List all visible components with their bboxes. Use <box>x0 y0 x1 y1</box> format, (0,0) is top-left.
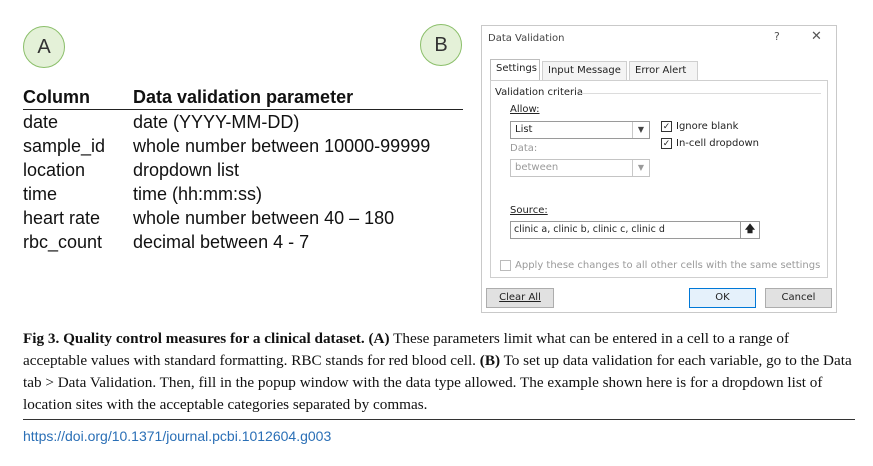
table-header <box>23 86 463 110</box>
cell-parameter: decimal between 4 - 7 <box>133 232 310 252</box>
cell-column: sample_id <box>23 136 106 156</box>
range-picker-icon[interactable]: 🡅 <box>740 222 759 238</box>
help-icon[interactable]: ? <box>774 30 780 43</box>
doi-link[interactable]: https://doi.org/10.1371/journal.pcbi.1012604.g003 <box>23 428 332 444</box>
chevron-down-icon: ▼ <box>632 122 649 138</box>
cell-column: time <box>23 184 58 204</box>
settings-pane <box>490 80 828 278</box>
cancel-button[interactable]: Cancel <box>765 288 832 308</box>
caption-divider <box>23 419 855 420</box>
ok-button[interactable]: OK <box>689 288 756 308</box>
panel-b-badge: B <box>420 24 462 66</box>
allow-select[interactable] <box>510 121 650 139</box>
chevron-down-icon: ▼ <box>632 160 649 176</box>
cell-column: location <box>23 160 86 180</box>
table-row <box>23 206 463 230</box>
data-validation-dialog <box>481 25 837 313</box>
clear-all-label: Clear All <box>499 292 541 303</box>
allow-label: Allow: <box>510 104 540 115</box>
group-divider <box>579 93 821 94</box>
tab-settings[interactable]: Settings <box>490 59 540 80</box>
ignore-blank-label: Ignore blank <box>676 121 739 132</box>
cell-parameter: date (YYYY-MM-DD) <box>133 112 300 132</box>
caption-a-text: These parameters limit what can be entered in a cell to a range of acceptable values with standard formatting. RBC stands for red blood cell. <box>23 330 790 369</box>
source-input[interactable] <box>510 221 760 239</box>
table-row <box>23 158 463 182</box>
table-row <box>23 134 463 158</box>
checkmark-icon: ✓ <box>662 139 671 149</box>
in-cell-dropdown-label: In-cell dropdown <box>676 138 759 149</box>
cell-parameter: dropdown list <box>133 160 240 180</box>
caption-a-marker: (A) <box>368 330 390 347</box>
data-select[interactable] <box>510 159 650 177</box>
tab-error-alert[interactable]: Error Alert <box>629 61 698 80</box>
data-label: Data: <box>510 143 538 154</box>
data-select-value: between <box>515 162 559 173</box>
dialog-title: Data Validation <box>488 33 565 44</box>
source-label: Source: <box>510 205 548 216</box>
tab-input-message[interactable]: Input Message <box>542 61 627 80</box>
checkbox-empty-icon <box>500 260 511 271</box>
checkmark-icon: ✓ <box>662 122 671 132</box>
header-parameter: Data validation parameter <box>133 87 354 107</box>
cell-column: heart rate <box>23 208 101 228</box>
panel-a-badge: A <box>23 26 65 68</box>
cell-parameter: whole number between 40 – 180 <box>133 208 395 228</box>
group-title: Validation criteria <box>495 87 584 98</box>
cell-parameter: whole number between 10000-99999 <box>133 136 431 156</box>
apply-all-label: Apply these changes to all other cells with the same settings <box>515 260 821 271</box>
cell-column: date <box>23 112 59 132</box>
ignore-blank-checkbox[interactable] <box>661 121 738 132</box>
close-icon[interactable]: ✕ <box>811 29 822 44</box>
cell-parameter: time (hh:mm:ss) <box>133 184 263 204</box>
apply-all-checkbox[interactable] <box>500 260 820 271</box>
validation-table <box>23 86 463 254</box>
clear-all-button[interactable] <box>486 288 554 308</box>
header-column: Column <box>23 87 90 107</box>
source-value: clinic a, clinic b, clinic c, clinic d <box>514 224 665 235</box>
caption-fig-label: Fig 3. <box>23 330 60 347</box>
figure-caption <box>23 328 855 416</box>
cell-column: rbc_count <box>23 232 103 252</box>
allow-select-value: List <box>515 124 533 135</box>
table-row <box>23 182 463 206</box>
table-row <box>23 110 463 134</box>
caption-title: Quality control measures for a clinical dataset. <box>63 330 365 347</box>
in-cell-dropdown-checkbox[interactable] <box>661 138 759 149</box>
caption-b-marker: (B) <box>479 352 501 369</box>
caption-b-text: To set up data validation for each variable, go to the Data tab > Data Validation. Then, fill in the popup window with the data type allowed. The example shown here is for a dropdown list of location sites with the acceptable categories separated by commas. <box>23 352 852 413</box>
table-row <box>23 230 463 254</box>
